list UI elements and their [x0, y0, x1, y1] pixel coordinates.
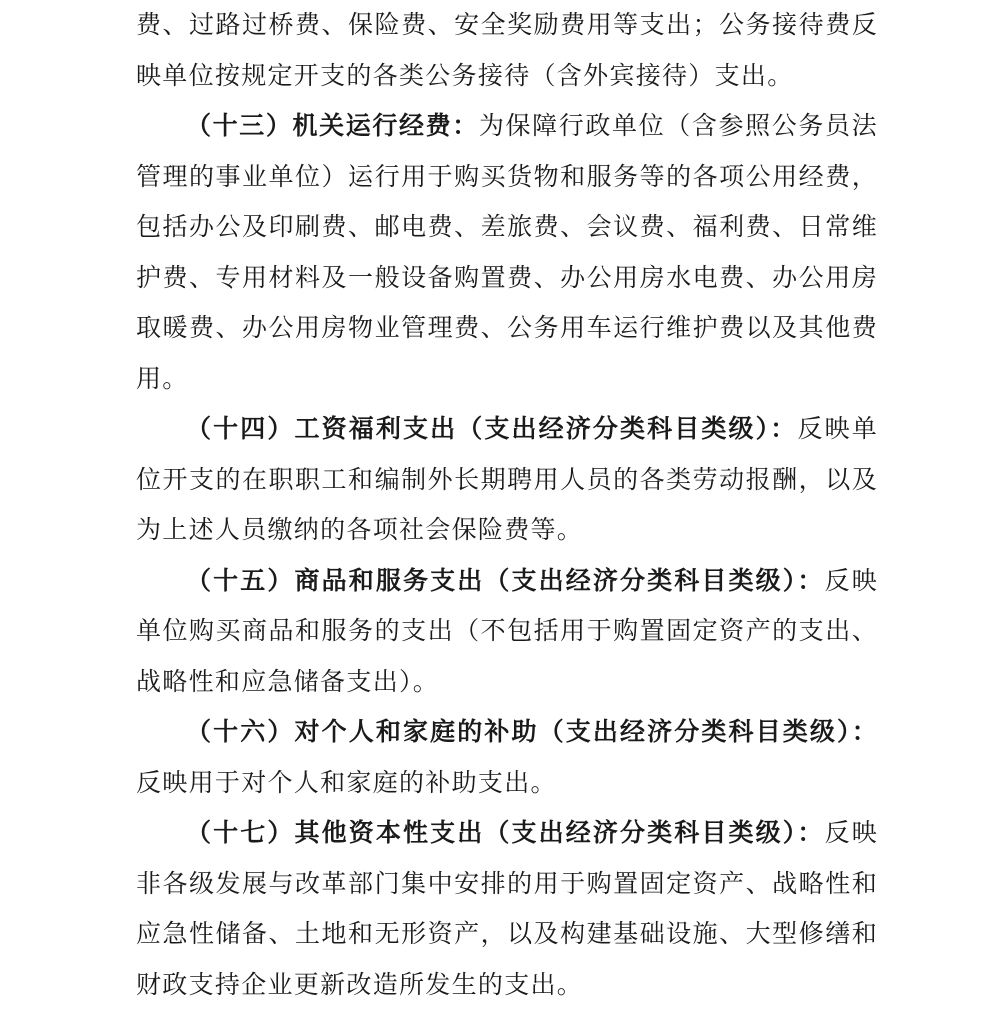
paragraph-continuation [136, 0, 878, 101]
paragraph-operating-expenses [136, 101, 878, 404]
paragraph-goods-services [136, 556, 878, 708]
paragraph-heading: （十七）其他资本性支出（支出经济分类科目类级）： [186, 818, 825, 847]
paragraph-body: 反映单位开支的在职职工和编制外长期聘用人员的各类劳动报酬，以及为上述人员缴纳的各项社会保险费等。 [136, 414, 878, 544]
paragraph-body: 反映单位购买商品和服务的支出（不包括用于购置固定资产的支出、战略性和应急储备支出）。 [136, 565, 878, 696]
paragraph-heading: （十四）工资福利支出（支出经济分类科目类级）： [186, 414, 798, 443]
paragraph-body: 为保障行政单位（含参照公务员法管理的事业单位）运行用于购买货物和服务等的各项公用经费，包括办公及印刷费、邮电费、差旅费、会议费、福利费、日常维护费、专用材料及一般设备购置费、办公用房水电费、办公用房取暖费、办公用房物业管理费、公务用车运行维护费以及其他费用。 [136, 111, 878, 393]
paragraph-body: 反映非各级发展与改革部门集中安排的用于购置固定资产、战略性和应急性储备、土地和无形资产，以及构建基础设施、大型修缮和财政支持企业更新改造所发生的支出。 [136, 818, 878, 999]
document-page [136, 0, 878, 1010]
paragraph-heading: （十六）对个人和家庭的补助（支出经济分类科目类级）： [186, 717, 878, 746]
paragraph-household-subsidy [136, 707, 878, 808]
paragraph-body: 反映用于对个人和家庭的补助支出。 [136, 767, 557, 797]
paragraph-heading: （十五）商品和服务支出（支出经济分类科目类级）： [186, 565, 825, 595]
paragraph-other-capital [136, 808, 878, 1010]
paragraph-wage-welfare [136, 404, 878, 556]
paragraph-heading: （十三）机关运行经费： [186, 111, 479, 140]
paragraph-body: 费、过路过桥费、保险费、安全奖励费用等支出；公务接待费反映单位按规定开支的各类公务接待（含外宾接待）支出。 [136, 10, 878, 90]
